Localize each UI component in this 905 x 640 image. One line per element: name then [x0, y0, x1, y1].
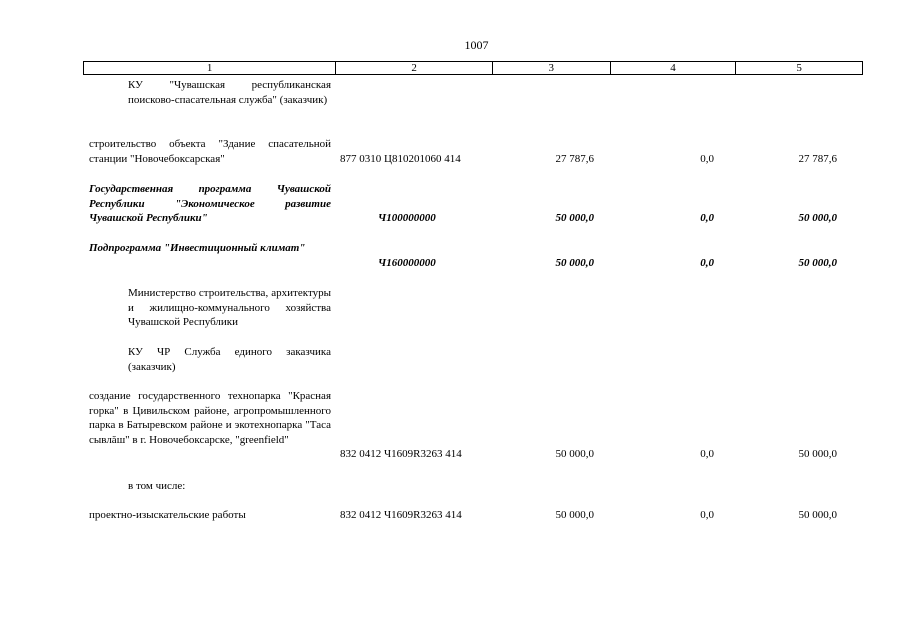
row-col4-value: 0,0: [700, 152, 714, 165]
row-col4-value: 0,0: [700, 256, 714, 269]
row-description: КУ "Чувашская республиканская поисково-спасательная служба" (заказчик): [128, 79, 331, 106]
row-col4-value: 0,0: [700, 448, 714, 460]
row-code: Ч100000000: [378, 212, 436, 224]
column-header-4: 4: [611, 62, 737, 74]
row-description: Министерство строительства, архитектуры и жилищно-коммунального хозяйства Чувашской Республики: [128, 287, 331, 328]
page-number: 1007: [464, 38, 489, 52]
table-column-header: [83, 61, 863, 75]
row-col3-value: 50 000,0: [555, 509, 594, 521]
row-col3-value: 50 000,0: [555, 448, 594, 460]
row-description: Государственная программа Чувашской Республики "Экономическое развитие Чувашской Республики": [89, 183, 331, 224]
row-code: Ч160000000: [378, 256, 436, 269]
row-col4-value: 0,0: [700, 509, 714, 521]
row-col5-value: 50 000,0: [798, 256, 837, 269]
row-code: 832 0412 Ч1609R3263 414: [340, 509, 462, 521]
row-col3-value: 27 787,6: [555, 152, 594, 165]
row-description: Подпрограмма "Инвестиционный климат": [89, 242, 306, 254]
row-col5-value: 50 000,0: [798, 212, 837, 224]
row-description: проектно-изыскательские работы: [89, 509, 246, 521]
row-col3-value: 50 000,0: [555, 256, 594, 269]
column-header-2: 2: [336, 62, 493, 74]
row-description: КУ ЧР Служба единого заказчика (заказчик): [128, 346, 331, 373]
row-code: 832 0412 Ч1609R3263 414: [340, 448, 462, 460]
row-col5-value: 50 000,0: [798, 509, 837, 521]
row-code: 877 0310 Ц810201060 414: [340, 152, 461, 165]
row-description: в том числе:: [128, 480, 186, 492]
row-col5-value: 27 787,6: [798, 152, 837, 165]
column-header-1: 1: [84, 62, 336, 74]
row-description: создание государственного технопарка "Красная горка" в Цивильском районе, агропромышленного парка в Батыревском районе и экотехнопарка "Таса сывлăш" в г. Новочебоксарске, "greenfield": [89, 390, 331, 446]
column-header-3: 3: [493, 62, 611, 74]
row-description: строительство объекта "Здание спасательной станции "Новочебоксарская": [89, 138, 331, 165]
row-col3-value: 50 000,0: [555, 212, 594, 224]
row-col5-value: 50 000,0: [798, 448, 837, 460]
row-col4-value: 0,0: [700, 212, 714, 224]
column-header-5: 5: [796, 62, 802, 74]
